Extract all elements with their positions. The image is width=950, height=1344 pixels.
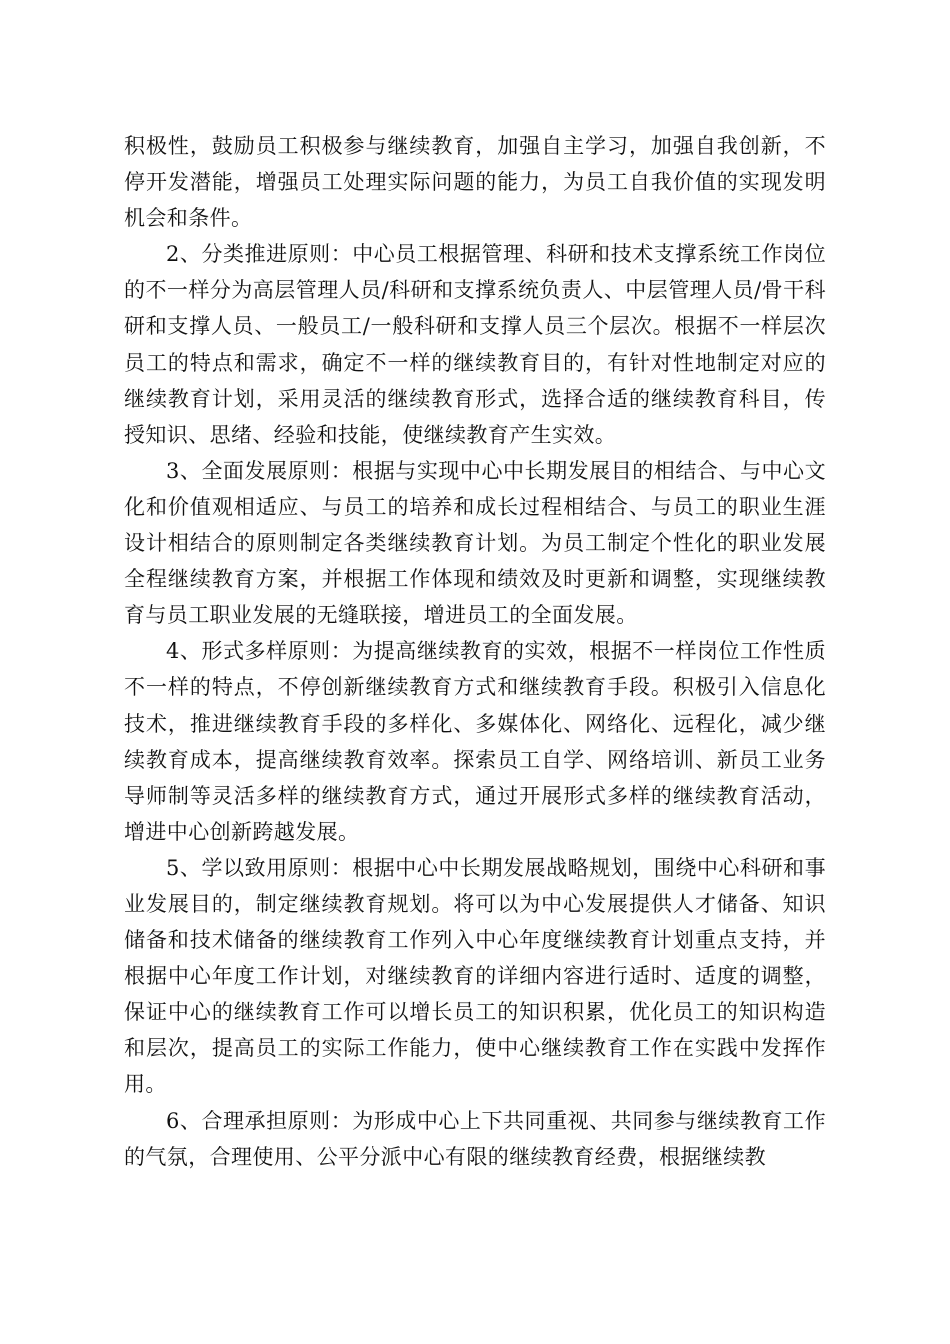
paragraph-continuation: 积极性，鼓励员工积极参与继续教育，加强自主学习，加强自我创新，不停开发潜能，增强员工处理实际问题的能力，为员工自我价值的实现发明机会和条件。 — [124, 134, 826, 231]
paragraph-principle-2: 2、分类推进原则：中心员工根据管理、科研和技术支撑系统工作岗位的不一样分为高层管理人员/科研和支撑系统负责人、中层管理人员/骨干科研和支撑人员、一般员工/一般科研和支撑人员三个层次。根据不一样层次员工的特点和需求，确定不一样的继续教育目的，有针对性地制定对应的继续教育计划，采用灵活的继续教育形式，选择合适的继续教育科目，传授知识、思绪、经验和技能，使继续教育产生实效。 — [124, 242, 826, 447]
paragraph-principle-3: 3、全面发展原则：根据与实现中心中长期发展目的相结合、与中心文化和价值观相适应、与员工的培养和成长过程相结合、与员工的职业生涯设计相结合的原则制定各类继续教育计划。为员工制定个性化的职业发展全程继续教育方案，并根据工作体现和绩效及时更新和调整，实现继续教育与员工职业发展的无缝联接，增进员工的全面发展。 — [124, 458, 826, 628]
paragraph-principle-6: 6、合理承担原则：为形成中心上下共同重视、共同参与继续教育工作的气氛，合理使用、公平分派中心有限的继续教育经费，根据继续教 — [124, 1108, 826, 1169]
paragraph-principle-4: 4、形式多样原则：为提高继续教育的实效，根据不一样岗位工作性质不一样的特点，不停创新继续教育方式和继续教育手段。积极引入信息化技术，推进继续教育手段的多样化、多媒体化、网络化、远程化，减少继续教育成本，提高继续教育效率。探索员工自学、网络培训、新员工业务导师制等灵活多样的继续教育方式，通过开展形式多样的继续教育活动，增进中心创新跨越发展。 — [124, 639, 826, 844]
paragraph-principle-5: 5、学以致用原则：根据中心中长期发展战略规划，围绕中心科研和事业发展目的，制定继续教育规划。将可以为中心发展提供人才储备、知识储备和技术储备的继续教育工作列入中心年度继续教育计划重点支持，并根据中心年度工作计划，对继续教育的详细内容进行适时、适度的调整，保证中心的继续教育工作可以增长员工的知识积累，优化员工的知识构造和层次，提高员工的实际工作能力，使中心继续教育工作在实践中发挥作用。 — [124, 855, 826, 1097]
document-page — [124, 128, 826, 1175]
